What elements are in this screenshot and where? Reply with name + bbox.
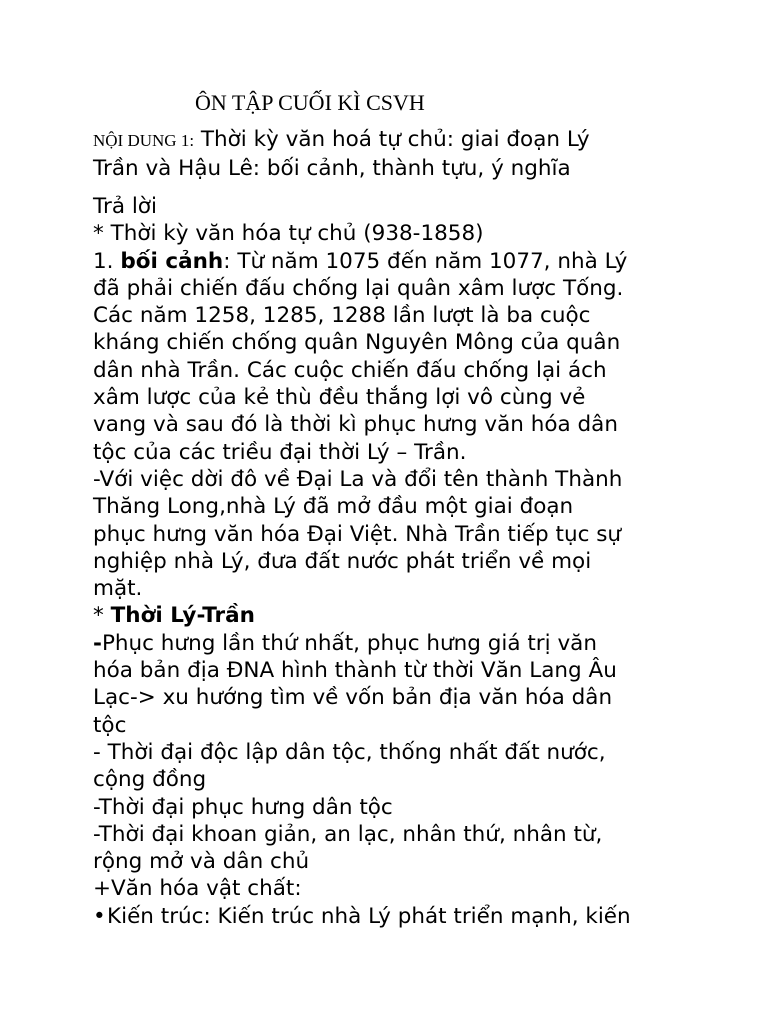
answer-label: Trả lời bbox=[93, 194, 157, 219]
bullet-line bbox=[93, 903, 743, 930]
ly-tran-bold-label: Thời Lý-Trần bbox=[110, 603, 255, 629]
text-line: +Văn hóa vật chất: bbox=[93, 876, 302, 902]
context-bold-label: bối cảnh bbox=[120, 248, 224, 274]
dash-bold: - bbox=[93, 630, 102, 656]
context-line-1 bbox=[93, 248, 743, 275]
text-line: xâm lược của kẻ thù đều thắng lợi vô cùng vẻ bbox=[93, 385, 586, 411]
text-line: -Với việc dời đô về Đại La và đổi tên thành Thành bbox=[93, 466, 623, 492]
bullet-icon: • bbox=[93, 903, 106, 929]
text-line: mặt. bbox=[93, 576, 143, 602]
text-line: rộng mở và dân chủ bbox=[93, 849, 310, 875]
text-segment: Kiến trúc: Kiến trúc nhà Lý phát triển mạnh, kiến bbox=[107, 903, 631, 929]
document-page bbox=[93, 88, 743, 930]
text-line: Các năm 1258, 1285, 1288 lần lượt là ba cuộc bbox=[93, 303, 591, 329]
text-line bbox=[93, 630, 743, 657]
heading-line-2: Trần và Hậu Lê: bối cảnh, thành tựu, ý nghĩa bbox=[93, 156, 571, 181]
text-line: dân nhà Trần. Các cuộc chiến đấu chống lại ách bbox=[93, 357, 607, 383]
heading-text-1: Thời kỳ văn hoá tự chủ: giai đoạn Lý bbox=[194, 127, 590, 152]
text-line: Thăng Long,nhà Lý đã mở đầu một giai đoạn bbox=[93, 494, 574, 520]
text-line: tộc của các triều đại thời Lý – Trần. bbox=[93, 439, 467, 465]
text-line: -Thời đại phục hưng dân tộc bbox=[93, 794, 393, 820]
ly-tran-heading bbox=[93, 602, 743, 629]
text-line: phục hưng văn hóa Đại Việt. Nhà Trần tiếp tục sự bbox=[93, 521, 622, 547]
context-number: 1. bbox=[93, 248, 121, 274]
text-line: kháng chiến chống quân Nguyên Mông của quân bbox=[93, 330, 621, 356]
period-line: * Thời kỳ văn hóa tự chủ (938-1858) bbox=[93, 221, 484, 247]
text-line: - Thời đại độc lập dân tộc, thống nhất đất nước, bbox=[93, 739, 606, 765]
ly-tran-star: * bbox=[93, 603, 111, 629]
text-line: Lạc-> xu hướng tìm về vốn bản địa văn hóa dân bbox=[93, 685, 613, 711]
text-line: -Thời đại khoan giản, an lạc, nhân thứ, nhân từ, bbox=[93, 821, 603, 847]
text-line: hóa bản địa ĐNA hình thành từ thời Văn Lang Âu bbox=[93, 658, 617, 684]
text-line: cộng đồng bbox=[93, 767, 207, 793]
section-heading bbox=[93, 126, 743, 183]
text-line: nghiệp nhà Lý, đưa đất nước phát triển về mọi bbox=[93, 548, 592, 574]
text-line: tộc bbox=[93, 712, 127, 738]
document-body bbox=[93, 193, 743, 930]
heading-label: NỘI DUNG 1: bbox=[93, 131, 195, 150]
text-line: đã phải chiến đấu chống lại quân xâm lược Tống. bbox=[93, 275, 624, 301]
document-title: ÔN TẬP CUỐI KÌ CSVH bbox=[195, 90, 425, 115]
text-segment: Phục hưng lần thứ nhất, phục hưng giá trị văn bbox=[101, 630, 597, 656]
heading-line-1 bbox=[93, 126, 743, 155]
context-text: : Từ năm 1075 đến năm 1077, nhà Lý bbox=[223, 248, 628, 274]
text-line: vang và sau đó là thời kì phục hưng văn hóa dân bbox=[93, 412, 618, 438]
